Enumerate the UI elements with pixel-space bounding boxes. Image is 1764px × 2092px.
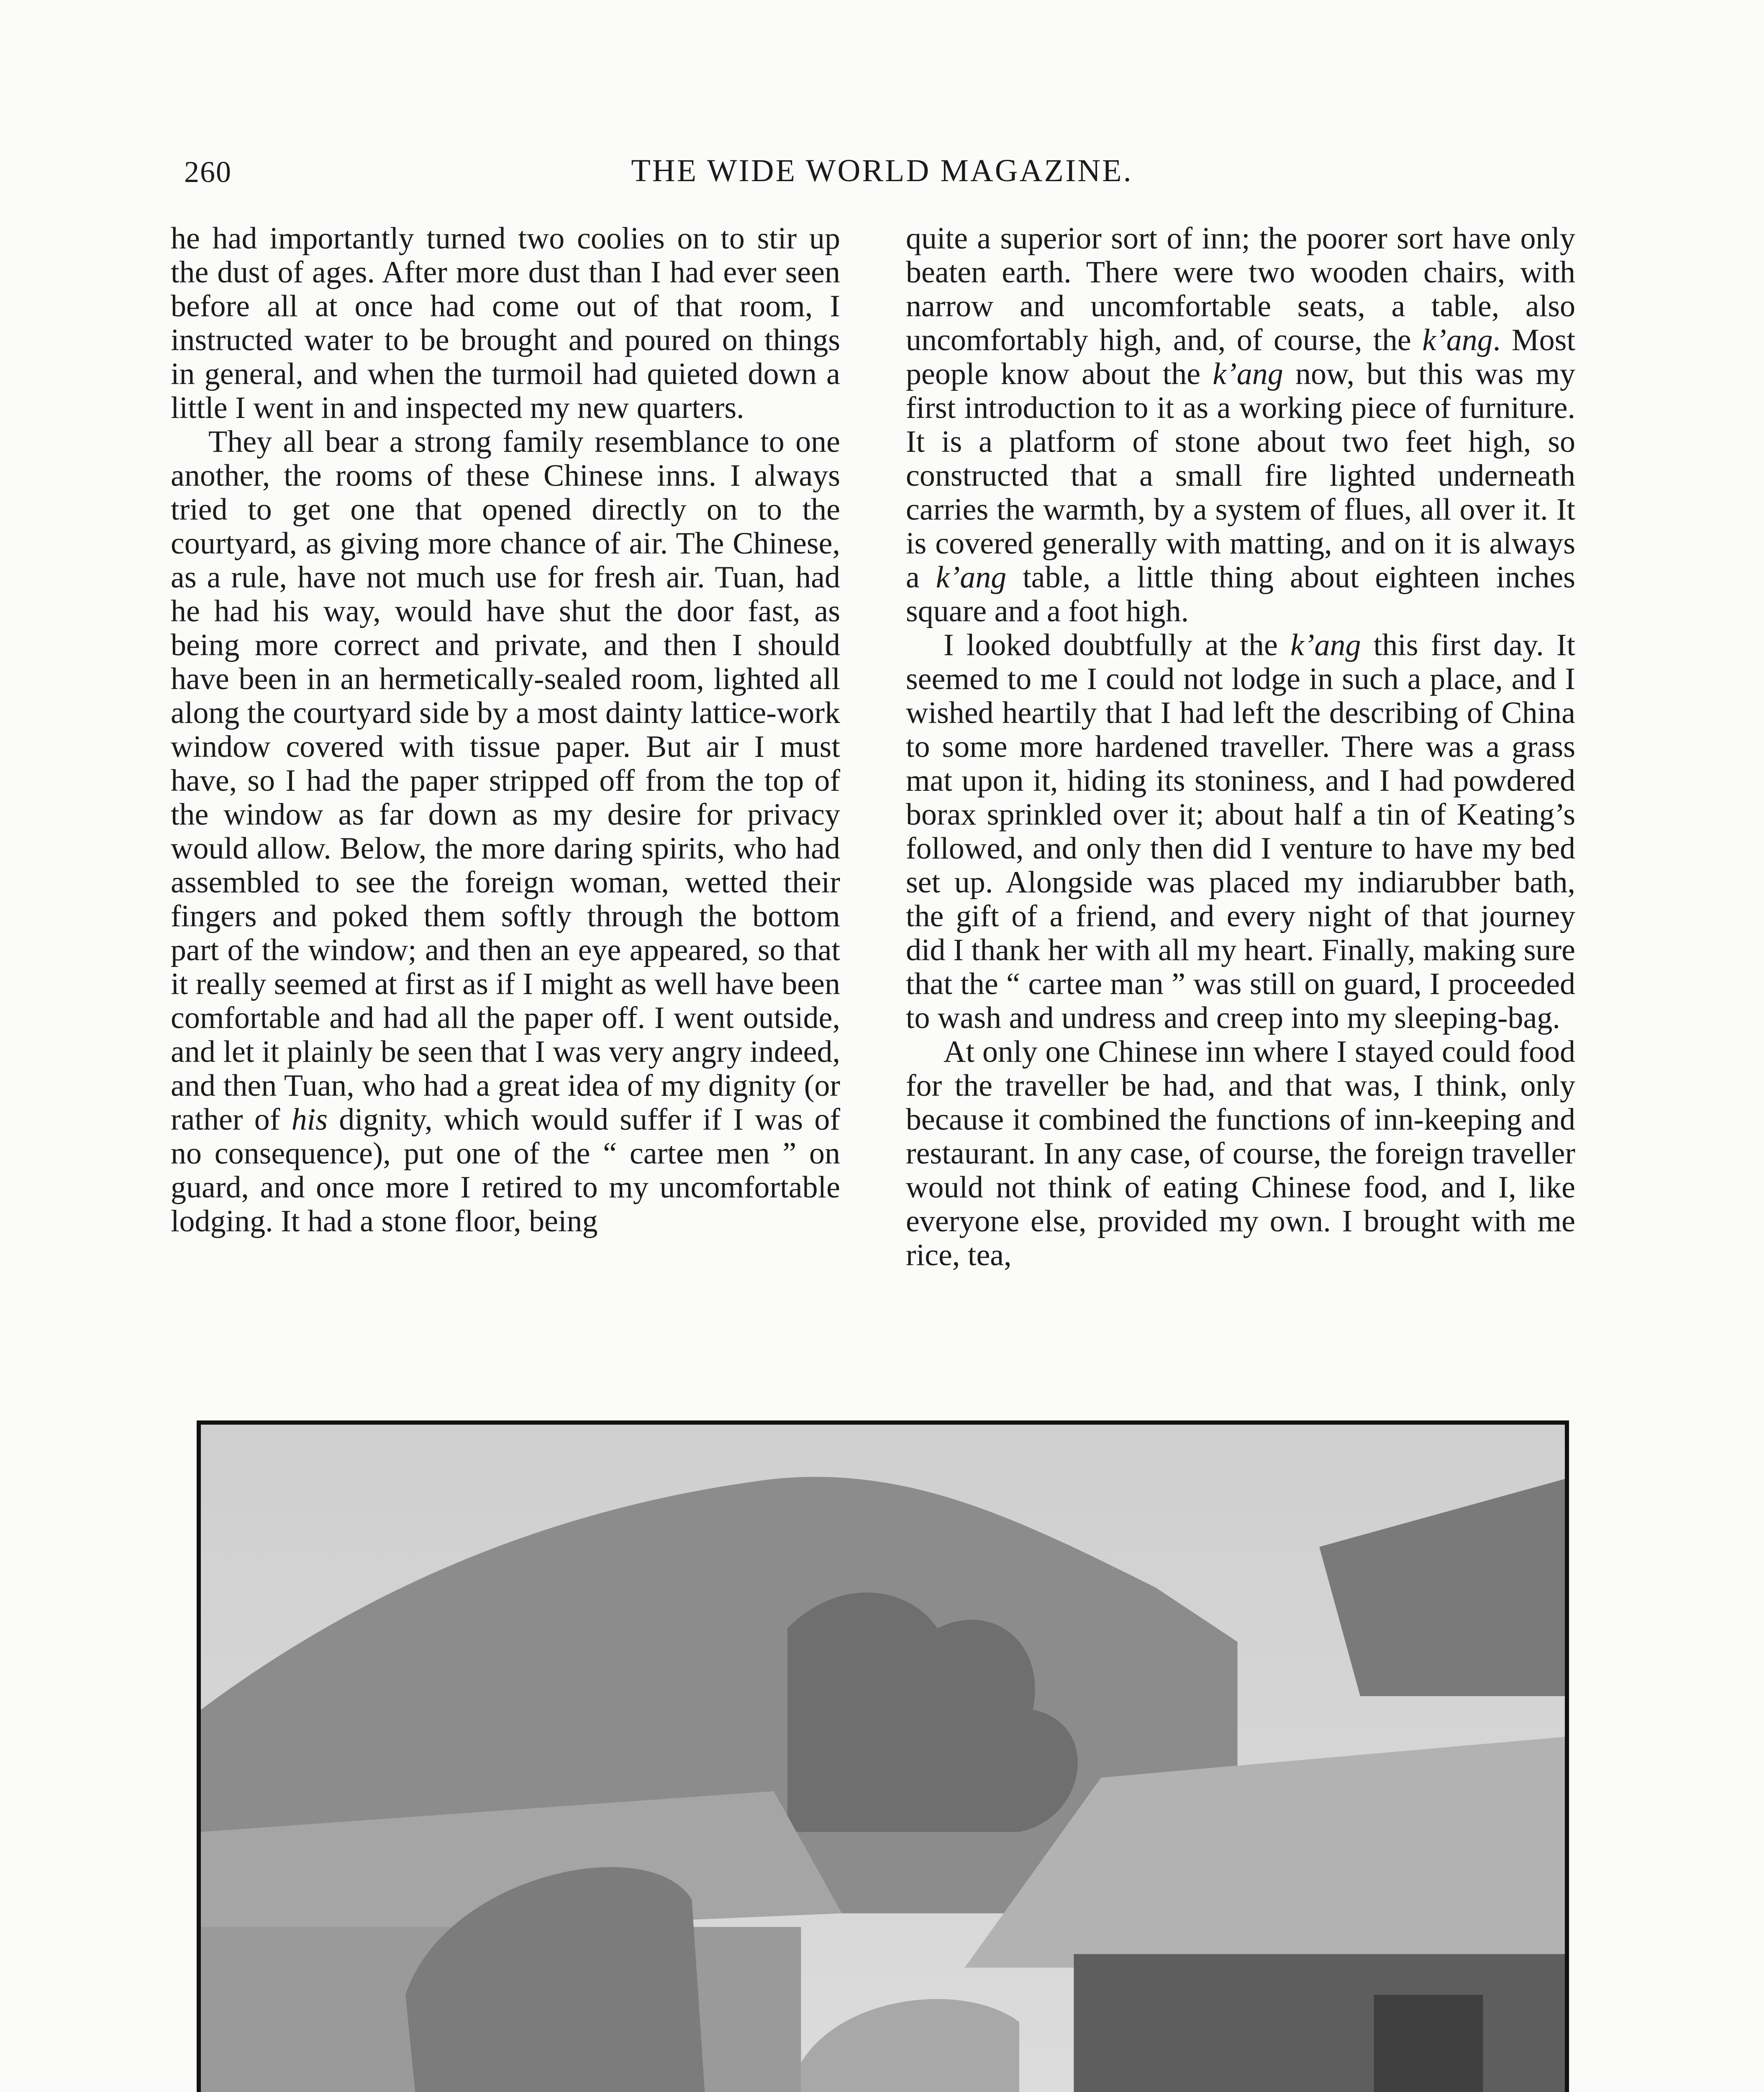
text-run: dignity, which would suffer if I was of no consequence), put one of the “ cartee men ” on guard, and once more I retired to my uncomfortable lodging. It had a stone floor, being xyxy=(171,1102,840,1238)
photograph-plate xyxy=(197,1420,1569,2092)
right-paragraph-2 xyxy=(906,628,1575,1035)
emphasis: k’ang xyxy=(1290,628,1361,662)
lattice-window xyxy=(1374,1995,1483,2092)
left-paragraph-2 xyxy=(171,425,840,1238)
text-run: this first day. It seemed to me I could not lodge in such a place, and I wished heartily that I had left the describing of China to some more hardened traveller. There was a grass mat upon it, hiding its stoniness, and I had powdered borax sprinkled over it; about half a tin of Keating’s followed, and only then did I venture to have my bed set up. Alongside was placed my indiarubber bath, the gift of a friend, and every night of that journey did I thank her with all my heart. Finally, making sure that the “ cartee man ” was still on guard, I proceeded to wash and undress and creep into my sleeping-bag. xyxy=(906,628,1575,1035)
emphasis: k’ang xyxy=(1213,357,1283,391)
text-run: I looked doubtfully at the xyxy=(944,628,1290,662)
right-building-wall xyxy=(1074,1954,1565,2092)
left-paragraph-1: he had importantly turned two coolies on to stir up the dust of ages. After more dust than I had ever seen before all at once had come out of that room, I instructed water to be brought and poured on things in general, and when the turmoil had quieted down a little I went in and inspected my new quarters. xyxy=(171,221,840,425)
right-column xyxy=(906,222,1575,1272)
text-run: . Most people know about the xyxy=(906,323,1576,391)
right-paragraph-3: At only one Chinese inn where I stayed could food for the traveller be had, and that was, I think, only because it combined the functions of inn-keeping and restaurant. In any case, of course, the foreign traveller would not think of eating Chinese food, and I, like everyone else, provided my own. I brought with me rice, tea, xyxy=(906,1035,1575,1272)
page-number: 260 xyxy=(184,155,232,189)
text-run: table, a little thing about eighteen inches square and a foot high. xyxy=(906,560,1575,628)
emphasis: k’ang xyxy=(936,560,1007,595)
text-run: now, but this was my first introduction to it as a working piece of furniture. It is a platform of stone about two feet high, so constructed that a small fire lighted underneath carries the warmth, by a system of flues, all over it. It is covered generally with matting, and on it is always a xyxy=(906,357,1575,595)
text-run: They all bear a strong family resemblance to one another, the rooms of these Chinese inns. I always tried to get one that opened directly on to the courtyard, as giving more chance of air. The Chinese, as a rule, have not much use for fresh air. Tuan, had he had his way, would have shut the door fast, as being more correct and private, and then I should have been in an hermetically-sealed room, lighted all along the courtyard side by a most dainty lattice-work window covered with tissue paper. But air I must have, so I had the paper stripped off from the top of the window as far down as my desire for privacy would allow. Below, the more daring spirits, who had assembled to see the foreign woman, wetted their fingers and poked them softly through the bottom part of the window; and then an eye appeared, so that it really seemed at first as if I might as well have been comfortable and had all the paper off. I went outside, and let it plainly be seen that I was very angry indeed, and then Tuan, who had a great idea of my dignity (or rather of xyxy=(171,425,840,1137)
left-column xyxy=(171,222,840,1238)
inn-yard-photograph xyxy=(201,1425,1565,2092)
emphasis: his xyxy=(291,1102,328,1137)
emphasis: k’ang xyxy=(1422,323,1493,357)
right-paragraph-1 xyxy=(906,222,1575,628)
text-run: quite a superior sort of inn; the poorer sort have only beaten earth. There were two wooden chairs, with narrow and uncomfortable seats, a table, also uncomfortably high, and, of course, the xyxy=(906,221,1575,357)
running-title: THE WIDE WORLD MAGAZINE. xyxy=(631,153,1133,188)
